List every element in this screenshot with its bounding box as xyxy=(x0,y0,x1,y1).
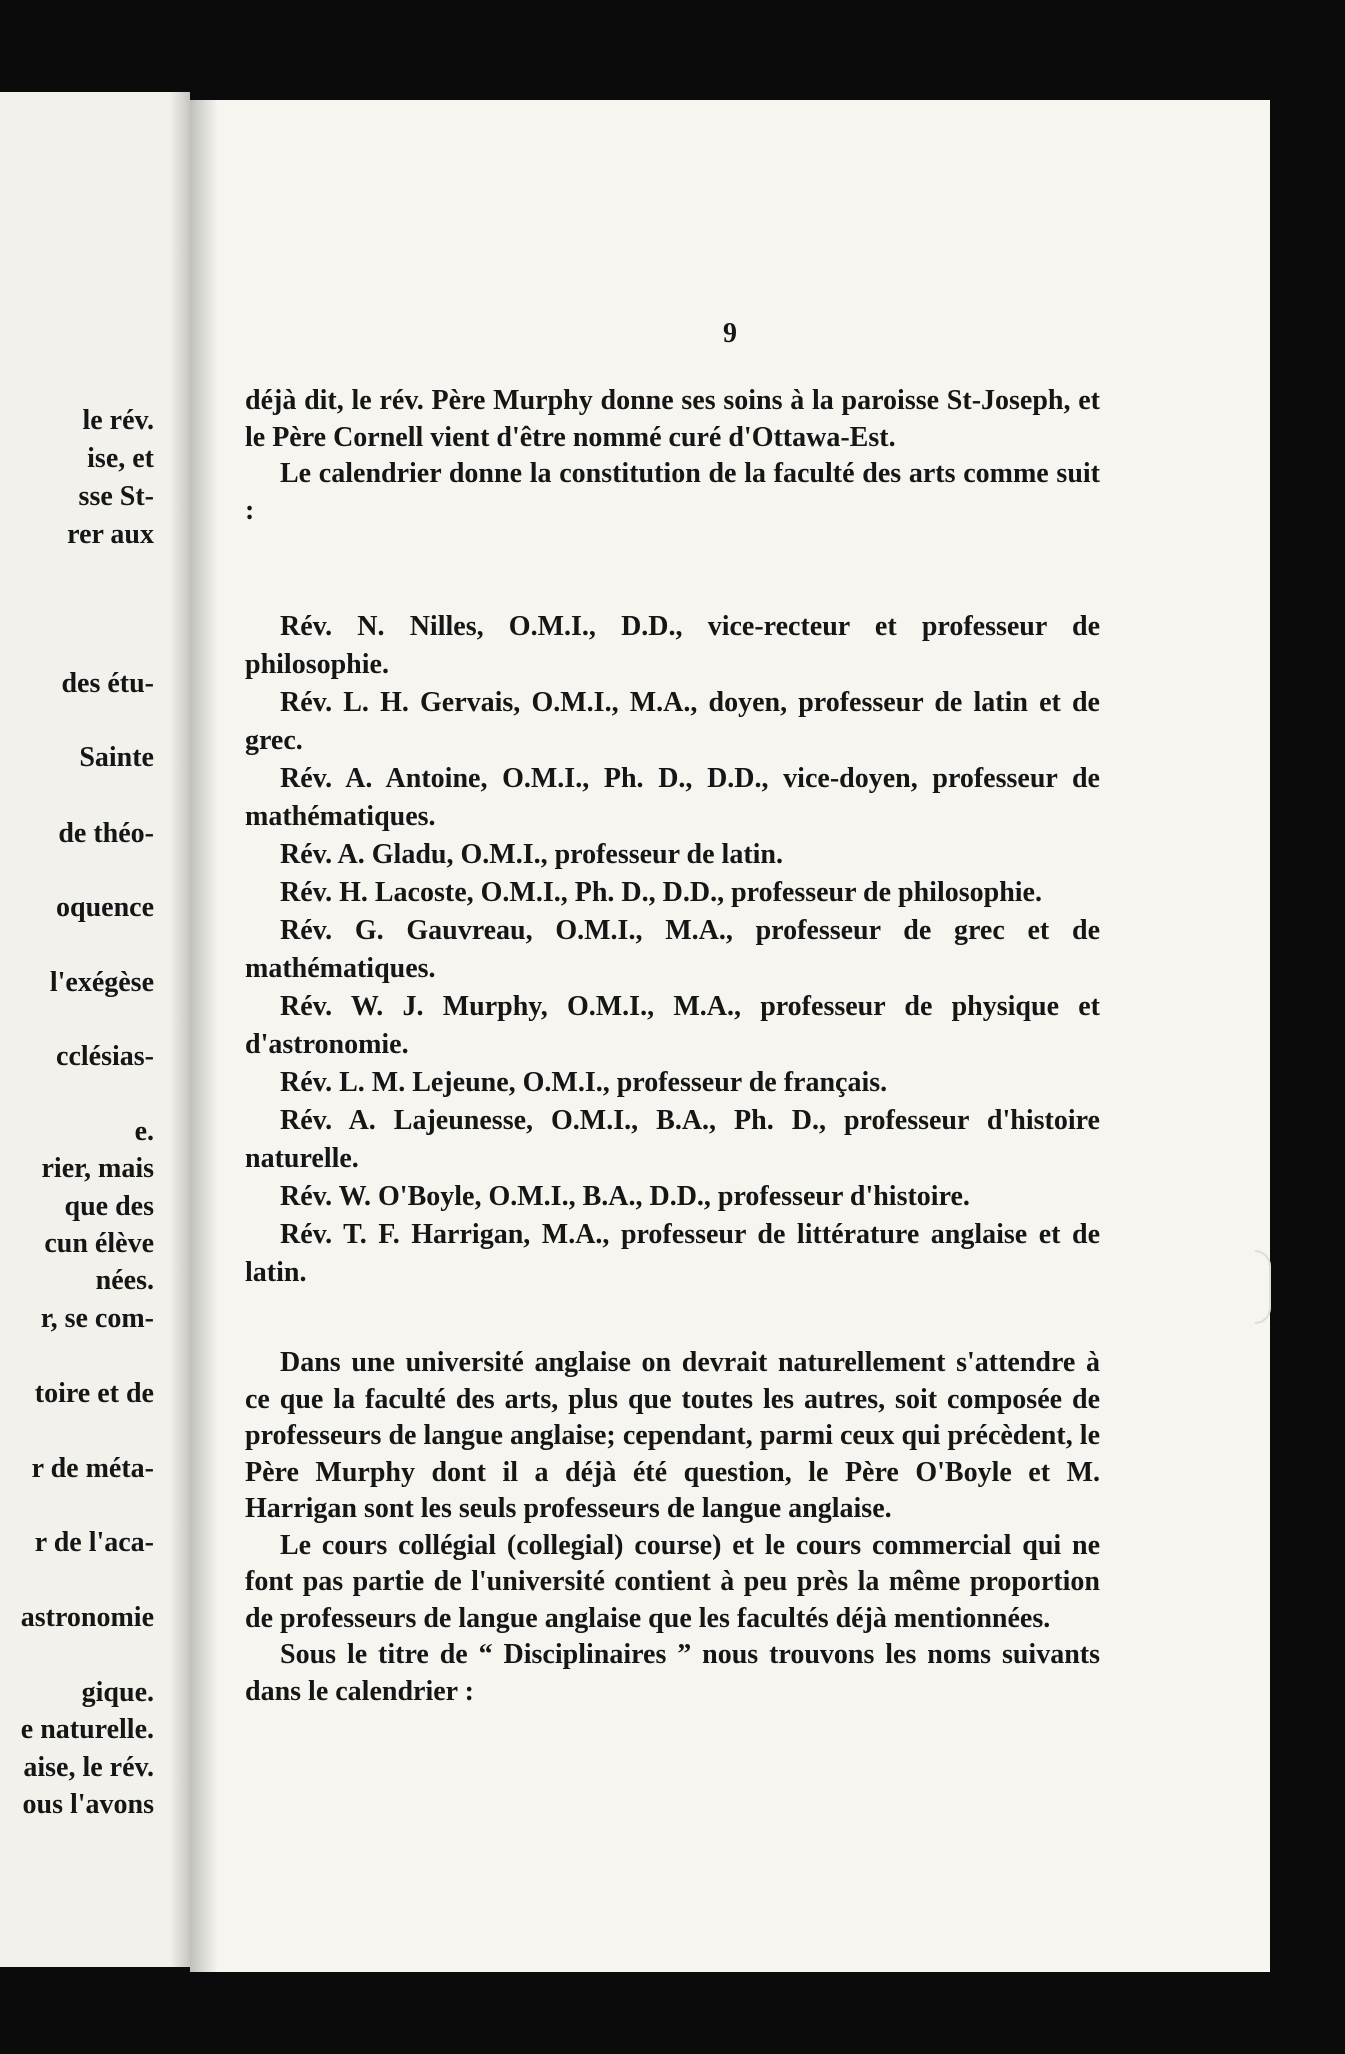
page-edge-mark xyxy=(1255,1250,1271,1324)
left-page-line: Sainte xyxy=(79,742,154,773)
left-page-line: aise, le rév. xyxy=(23,1752,154,1783)
left-page-line: le rév. xyxy=(82,405,154,436)
left-page-line: rer aux xyxy=(67,519,154,550)
faculty-entry: Rév. T. F. Harrigan, M.A., professeur de littérature anglaise et de latin. xyxy=(245,1219,1100,1288)
left-page xyxy=(0,92,190,1967)
intro-paragraph: déjà dit, le rév. Père Murphy donne ses soins à la paroisse St-Joseph, et le Père Cornell vient d'être nommé curé d'Ottawa-Est. xyxy=(245,385,1100,453)
left-page-line: oquence xyxy=(56,892,154,923)
faculty-entry: Rév. A. Antoine, O.M.I., Ph. D., D.D., vice-doyen, professeur de mathématiques. xyxy=(245,763,1100,832)
page-gutter-shadow xyxy=(170,92,190,1967)
faculty-list xyxy=(245,608,1100,1292)
left-page-line: r de l'aca- xyxy=(34,1527,154,1558)
left-page-line: ous l'avons xyxy=(22,1789,154,1820)
closing-block xyxy=(245,1345,1100,1710)
left-page-line: l'exégèse xyxy=(49,967,154,998)
faculty-entry: Rév. G. Gauvreau, O.M.I., M.A., professeur de grec et de mathématiques. xyxy=(245,915,1100,984)
left-page-line: toire et de xyxy=(34,1378,154,1409)
spine-shadow xyxy=(190,100,218,1972)
left-page-line: des étu- xyxy=(61,668,154,699)
left-page-line: que des xyxy=(64,1191,154,1222)
left-page-line: de théo- xyxy=(58,818,154,849)
right-page xyxy=(190,100,1270,1972)
faculty-entry: Rév. A. Lajeunesse, O.M.I., B.A., Ph. D., professeur d'histoire naturelle. xyxy=(245,1105,1100,1174)
closing-paragraph: Dans une université anglaise on devrait naturellement s'attendre à ce que la faculté des arts, plus que toutes les autres, soit composée de professeurs de langue anglaise; cependant, parmi ceux qui précèdent, le Père Murphy dont il a déjà été question, le Père O'Boyle et M. Harrigan sont les seuls professeurs de langue anglaise. xyxy=(245,1347,1100,1524)
left-page-line: e. xyxy=(134,1116,154,1147)
faculty-entry: Rév. L. M. Lejeune, O.M.I., professeur de français. xyxy=(280,1067,888,1098)
left-page-line: e naturelle. xyxy=(20,1714,154,1745)
faculty-entry: Rév. H. Lacoste, O.M.I., Ph. D., D.D., professeur de philosophie. xyxy=(280,877,1042,908)
faculty-entry: Rév. W. O'Boyle, O.M.I., B.A., D.D., professeur d'histoire. xyxy=(280,1181,970,1212)
left-page-line: sse St- xyxy=(78,481,154,512)
left-page-line: gique. xyxy=(81,1677,154,1708)
faculty-entry: Rév. N. Nilles, O.M.I., D.D., vice-recteur et professeur de philosophie. xyxy=(245,611,1100,680)
intro-paragraph: Le calendrier donne la constitution de la faculté des arts comme suit : xyxy=(245,458,1100,526)
faculty-entry: Rév. W. J. Murphy, O.M.I., M.A., professeur de physique et d'astronomie. xyxy=(245,991,1100,1060)
left-page-line: astronomie xyxy=(20,1602,154,1633)
left-page-line: r de méta- xyxy=(31,1453,154,1484)
left-page-line: cun élève xyxy=(44,1228,154,1259)
left-page-line: nées. xyxy=(95,1265,154,1296)
faculty-entry: Rév. A. Gladu, O.M.I., professeur de latin. xyxy=(280,839,784,870)
left-page-line: cclésias- xyxy=(56,1041,154,1072)
closing-paragraph: Sous le titre de “ Disciplinaires ” nous trouvons les noms suivants dans le calendrier : xyxy=(245,1639,1100,1707)
closing-paragraph: Le cours collégial (collegial) course) et le cours commercial qui ne font pas partie de l'université contient à peu près la même proportion de professeurs de langue anglaise que les facultés déjà mentionnées. xyxy=(245,1529,1100,1634)
faculty-entry: Rév. L. H. Gervais, O.M.I., M.A., doyen, professeur de latin et de grec. xyxy=(245,687,1100,756)
left-page-line: r, se com- xyxy=(40,1303,154,1334)
left-page-line: ise, et xyxy=(87,443,154,474)
intro-block xyxy=(245,383,1100,529)
page-number: 9 xyxy=(723,318,737,349)
left-page-line: rier, mais xyxy=(41,1153,154,1184)
